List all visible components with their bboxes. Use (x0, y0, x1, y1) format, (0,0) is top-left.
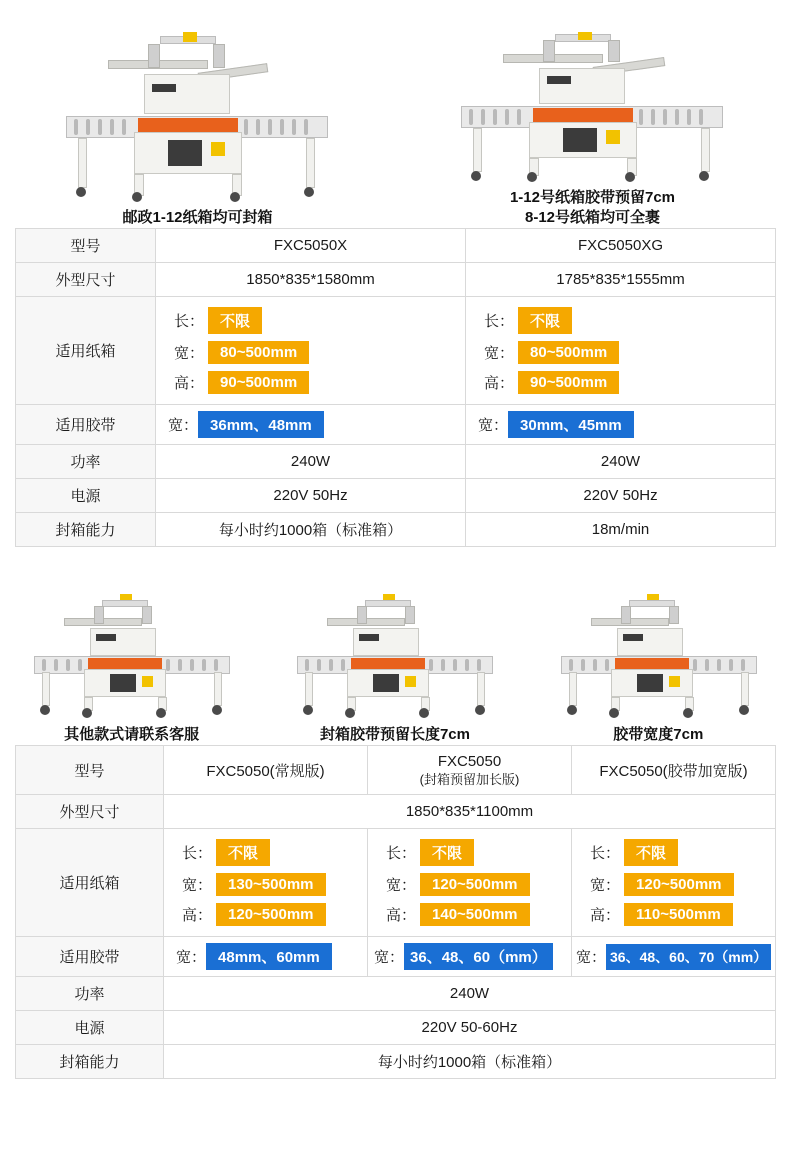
carton-height-row (484, 371, 619, 394)
cell-capacity-2: 18m/min (466, 513, 776, 547)
cell-tape-2 (368, 937, 572, 977)
product-caption-3: 其他款式请联系客服 (64, 725, 200, 743)
row-label-power: 功率 (16, 445, 156, 479)
tape-width-label: 宽： (168, 417, 199, 434)
row-label-model: 型号 (16, 746, 164, 795)
tape-width-label: 宽： (478, 417, 509, 434)
carton-length-row (386, 839, 474, 866)
cell-model-2 (368, 746, 572, 795)
tape-width-value: 48mm、60mm (206, 943, 332, 970)
carton-height-value: 120~500mm (216, 903, 326, 926)
carton-width-value: 120~500mm (420, 873, 530, 896)
cell-carton-3 (572, 829, 776, 937)
carton-height-row (386, 903, 530, 926)
carton-height-value: 110~500mm (624, 903, 733, 926)
tape-width-label: 宽： (374, 949, 405, 967)
carton-height-row (174, 371, 309, 394)
table-row (16, 977, 776, 1011)
cell-carton-2 (368, 829, 572, 937)
table-row (16, 937, 776, 977)
cell-carton-1 (164, 829, 368, 937)
carton-length-value: 不限 (624, 839, 678, 866)
cell-model-2-sub: (封箱预留加长版) (419, 771, 520, 787)
row-label-dimensions: 外型尺寸 (16, 263, 156, 297)
row-label-capacity: 封箱能力 (16, 513, 156, 547)
cell-model-1: FXC5050X (156, 229, 466, 263)
cell-tape-3 (572, 937, 776, 977)
tape-width-value: 30mm、45mm (508, 411, 634, 438)
carton-length-value: 不限 (420, 839, 474, 866)
cell-dimensions-2: 1785*835*1555mm (466, 263, 776, 297)
cell-supply-1: 220V 50Hz (156, 479, 466, 513)
cell-model-1: FXC5050(常规版) (164, 746, 368, 795)
table-row (16, 746, 776, 795)
cell-dimensions-1: 1850*835*1580mm (156, 263, 466, 297)
machine-illustration-4 (287, 594, 502, 719)
table-row (16, 229, 776, 263)
carton-width-row (386, 873, 530, 896)
cell-power-2: 240W (466, 445, 776, 479)
carton-width-label: 宽： (484, 345, 515, 362)
cell-carton-1 (156, 297, 466, 405)
carton-width-label: 宽： (590, 877, 621, 895)
table-row (16, 479, 776, 513)
tape-width-value: 36、48、60（mm） (404, 943, 553, 970)
carton-length-value: 不限 (208, 307, 262, 334)
cell-dimensions-all: 1850*835*1100mm (164, 795, 776, 829)
cell-model-2-main: FXC5050 (437, 753, 502, 770)
carton-height-value: 90~500mm (518, 371, 619, 394)
carton-width-label: 宽： (386, 877, 417, 895)
carton-length-label: 长： (386, 845, 417, 863)
table-row (16, 1045, 776, 1079)
cell-model-2: FXC5050XG (466, 229, 776, 263)
row-label-supply: 电源 (16, 479, 156, 513)
cell-supply-2: 220V 50Hz (466, 479, 776, 513)
cell-carton-2 (466, 297, 776, 405)
tape-width-label: 宽： (576, 949, 607, 967)
row-label-dimensions: 外型尺寸 (16, 795, 164, 829)
row-label-power: 功率 (16, 977, 164, 1011)
row-label-tape: 适用胶带 (16, 405, 156, 445)
spec-table-top (15, 228, 776, 547)
cell-tape-1 (164, 937, 368, 977)
machine-illustration-5 (551, 594, 766, 719)
cell-supply-all: 220V 50-60Hz (164, 1011, 776, 1045)
machine-illustration-1 (48, 32, 348, 202)
row-label-tape: 适用胶带 (16, 937, 164, 977)
carton-height-label: 高： (174, 375, 205, 392)
cell-power-1: 240W (156, 445, 466, 479)
hero-images-top (0, 0, 790, 228)
carton-length-value: 不限 (518, 307, 572, 334)
cell-model-3: FXC5050(胶带加宽版) (572, 746, 776, 795)
product-caption-5: 胶带宽度7cm (613, 725, 704, 743)
table-row (16, 829, 776, 937)
spec-table-bottom (15, 745, 776, 1079)
carton-length-label: 长： (174, 313, 205, 330)
product-caption-2 (428, 188, 758, 229)
carton-height-label: 高： (590, 907, 621, 925)
product-cell-2 (428, 32, 758, 229)
carton-height-value: 90~500mm (208, 371, 309, 394)
table-row (16, 297, 776, 405)
carton-height-label: 高： (386, 907, 417, 925)
table-row (16, 795, 776, 829)
table-row (16, 405, 776, 445)
carton-height-row (590, 903, 733, 926)
tape-width-value: 36mm、48mm (198, 411, 324, 438)
product-cell-4 (270, 594, 520, 745)
product-caption-1: 邮政1-12纸箱均可封箱 (122, 208, 273, 226)
tape-width-value: 36、48、60、70（mm） (606, 944, 771, 970)
carton-width-label: 宽： (174, 345, 205, 362)
carton-width-row (174, 341, 309, 364)
row-label-carton: 适用纸箱 (16, 297, 156, 405)
product-caption-4: 封箱胶带预留长度7cm (319, 725, 470, 743)
carton-width-row (484, 341, 619, 364)
carton-length-row (174, 307, 262, 334)
carton-length-row (484, 307, 572, 334)
product-caption-2-line2: 8-12号纸箱均可全裹 (524, 208, 661, 226)
product-cell-3 (7, 594, 257, 745)
table-row (16, 263, 776, 297)
carton-length-label: 长： (590, 845, 621, 863)
table-row (16, 1011, 776, 1045)
carton-height-value: 140~500mm (420, 903, 530, 926)
section-divider (0, 547, 790, 565)
carton-width-value: 80~500mm (518, 341, 619, 364)
tape-width-label: 宽： (176, 949, 207, 967)
carton-length-row (182, 839, 270, 866)
table-row (16, 445, 776, 479)
cell-capacity-all: 每小时约1000箱（标准箱） (164, 1045, 776, 1079)
carton-length-label: 长： (484, 313, 515, 330)
carton-height-row (182, 903, 326, 926)
cell-capacity-1: 每小时约1000箱（标准箱） (156, 513, 466, 547)
carton-width-label: 宽： (182, 877, 213, 895)
machine-illustration-2 (443, 32, 743, 182)
carton-length-row (590, 839, 678, 866)
row-label-model: 型号 (16, 229, 156, 263)
product-cell-5 (533, 594, 783, 745)
row-label-carton: 适用纸箱 (16, 829, 164, 937)
carton-height-label: 高： (182, 907, 213, 925)
product-caption-2-line1: 1-12号纸箱胶带预留7cm (509, 188, 676, 206)
carton-length-value: 不限 (216, 839, 270, 866)
cell-tape-2 (466, 405, 776, 445)
carton-width-value: 130~500mm (216, 873, 326, 896)
cell-power-all: 240W (164, 977, 776, 1011)
carton-height-label: 高： (484, 375, 515, 392)
table-row (16, 513, 776, 547)
carton-width-row (182, 873, 326, 896)
carton-width-value: 80~500mm (208, 341, 309, 364)
cell-tape-1 (156, 405, 466, 445)
carton-width-row (590, 873, 734, 896)
row-label-supply: 电源 (16, 1011, 164, 1045)
carton-length-label: 长： (182, 845, 213, 863)
hero-images-bottom (0, 565, 790, 745)
product-cell-1 (33, 32, 363, 228)
row-label-capacity: 封箱能力 (16, 1045, 164, 1079)
machine-illustration-3 (24, 594, 239, 719)
carton-width-value: 120~500mm (624, 873, 734, 896)
